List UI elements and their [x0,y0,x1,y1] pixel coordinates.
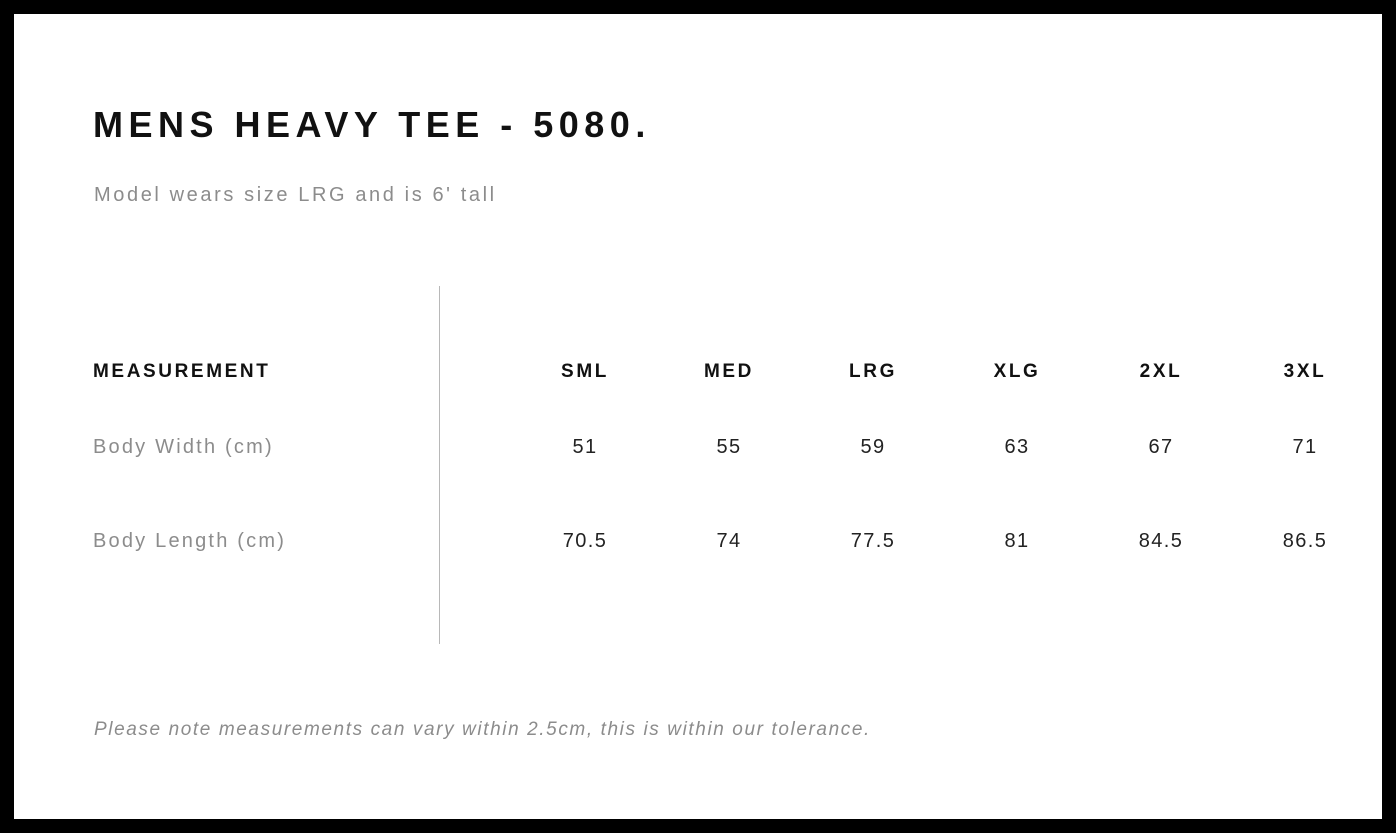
header-measurement: MEASUREMENT [93,361,271,382]
header-size-xlg: XLG [993,361,1041,382]
cell-body-width-xlg: 63 [1004,435,1030,458]
cell-body-width-3xl: 71 [1292,435,1318,458]
table-header-row [93,344,1377,400]
cell-body-length-lrg: 77.5 [850,529,896,552]
row-label-body-width: Body Width (cm) [93,435,274,458]
table-row [93,494,1377,588]
cell-body-width-sml: 51 [572,435,598,458]
cell-body-width-2xl: 67 [1148,435,1174,458]
tolerance-note: Please note measurements can vary within 2.5cm, this is within our tolerance. [94,719,871,740]
page-title: MENS HEAVY TEE - 5080. [93,104,651,145]
header-size-3xl: 3XL [1283,361,1327,382]
header-size-2xl: 2XL [1139,361,1183,382]
cell-body-length-xlg: 81 [1004,529,1030,552]
cell-body-length-med: 74 [716,529,742,552]
cell-body-width-med: 55 [716,435,742,458]
model-note: Model wears size LRG and is 6' tall [94,184,497,206]
header-size-lrg: LRG [849,361,897,382]
header-size-med: MED [703,361,755,382]
size-chart-card [14,14,1382,819]
cell-body-length-3xl: 86.5 [1282,529,1328,552]
size-table [93,344,1377,588]
cell-body-length-sml: 70.5 [562,529,608,552]
table-row [93,400,1377,494]
row-label-body-length: Body Length (cm) [93,529,287,552]
header-size-sml: SML [561,361,609,382]
cell-body-width-lrg: 59 [860,435,886,458]
cell-body-length-2xl: 84.5 [1138,529,1184,552]
